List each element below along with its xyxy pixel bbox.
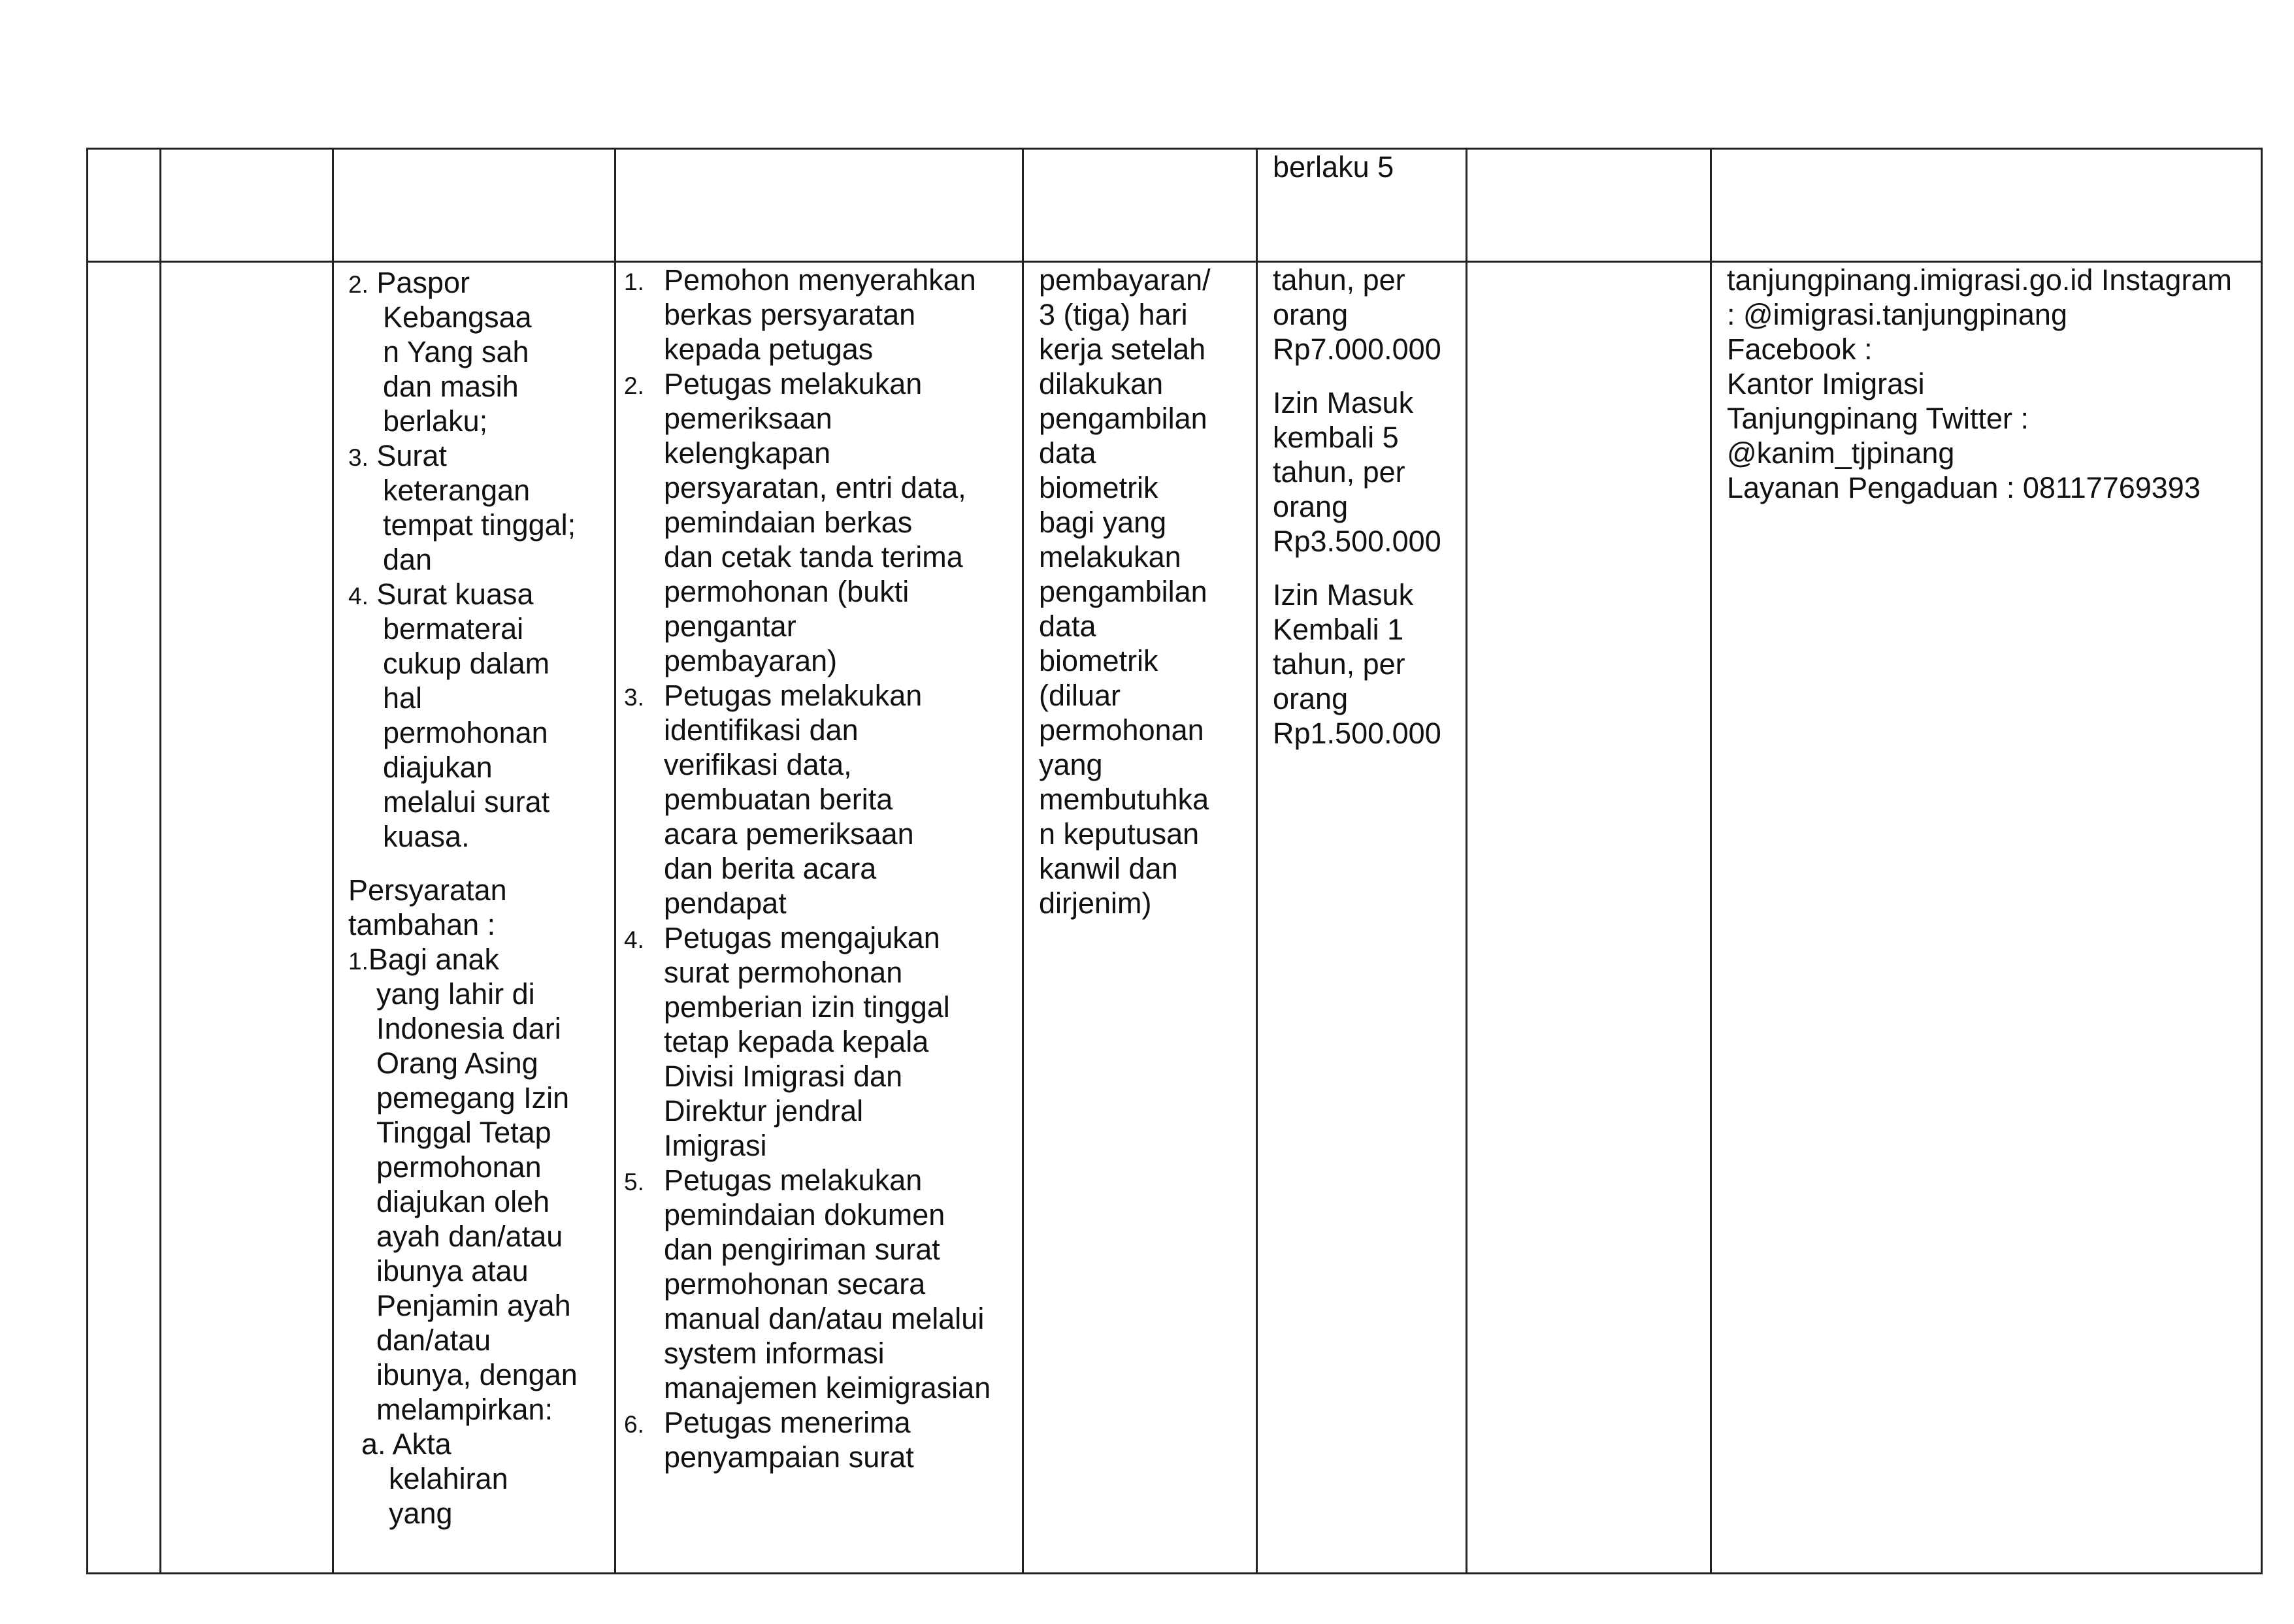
additional-requirements-heading: Persyaratan tambahan :: [348, 873, 507, 941]
contact-facebook-name: Kantor Imigrasi: [1727, 367, 1925, 400]
table-top-border: [86, 148, 2263, 150]
table-column-border: [1022, 148, 1024, 1574]
table-column-border: [1256, 148, 1258, 1574]
cell-line: berlaku 5: [1273, 150, 1394, 184]
contact-website-instagram: tanjungpinang.imigrasi.go.id Instagram: [1727, 263, 2232, 297]
list-number: 4.: [348, 583, 369, 609]
cell-requirements: [348, 265, 578, 1531]
list-number: 5.: [624, 1169, 644, 1195]
additional-requirement-item: 1.Bagi anak yang lahir di Indonesia dari Orang Asing pemegang Izin Tinggal Tetap permohonan diajukan oleh ayah dan/atau ibunya atau Penjamin ayah dan/atau ibunya, dengan melampirkan:: [348, 943, 578, 1426]
procedure-step: 3. Petugas melakukan identifikasi dan verifikasi data, pembuatan berita acara pemeriksaan dan berita acara pendapat: [624, 679, 923, 920]
list-number: 6.: [624, 1411, 644, 1438]
cell-validity-continued: [1273, 150, 1394, 184]
table-column-border: [1466, 148, 1467, 1574]
list-number: 2.: [348, 271, 369, 298]
table-bottom-border: [86, 1572, 2263, 1574]
contact-instagram-handle: : @imigrasi.tanjungpinang: [1727, 298, 2067, 331]
cell-service-time: pembayaran/ 3 (tiga) hari kerja setelah dilakukan pengambilan data biometrik bagi yang melakukan pengambilan data biometrik (diluar permohonan yang membutuhka n keputusan kanwil dan dirjenim): [1039, 263, 1211, 920]
list-number: 3.: [624, 684, 644, 711]
requirement-item: 4. Surat kuasa bermaterai cukup dalam hal permohonan diajukan melalui surat kuasa.: [348, 577, 550, 853]
procedure-step: 4. Petugas mengajukan surat permohonan pemberian izin tinggal tetap kepada kepala Divisi Imigrasi dan Direktur jendral Imigrasi: [624, 921, 950, 1162]
cell-fees: [1273, 263, 1441, 751]
fee-group: Izin Masuk kembali 5 tahun, per orang Rp3.500.000: [1273, 386, 1441, 558]
list-number: 1.: [624, 268, 644, 295]
contact-complaint-service: Layanan Pengaduan : 08117769393: [1727, 471, 2201, 504]
contact-twitter: Tanjungpinang Twitter :: [1727, 402, 2029, 435]
table-column-border: [332, 148, 334, 1574]
fee-group: tahun, per orang Rp7.000.000: [1273, 263, 1441, 366]
table-column-border: [159, 148, 161, 1574]
cell-procedure: [624, 263, 991, 1474]
procedure-step: 6. Petugas menerima penyampaian surat: [624, 1406, 914, 1474]
procedure-step: 1. Pemohon menyerahkan berkas persyaratan kepada petugas: [624, 263, 976, 366]
sub-requirement-item: a. Akta kelahiran yang: [361, 1427, 508, 1530]
cell-contact: [1727, 263, 2232, 505]
table-column-border: [2261, 148, 2263, 1574]
table-column-border: [614, 148, 616, 1574]
list-letter: a.: [361, 1427, 386, 1461]
list-number: 3.: [348, 444, 369, 471]
list-number: 2.: [624, 372, 644, 399]
fee-group: Izin Masuk Kembali 1 tahun, per orang Rp1.500.000: [1273, 578, 1441, 750]
requirement-item: 3. Surat keterangan tempat tinggal; dan: [348, 439, 576, 576]
contact-facebook: Facebook :: [1727, 333, 1873, 366]
table-column-border: [86, 148, 88, 1574]
requirement-item: 2. Paspor Kebangsaa n Yang sah dan masih berlaku;: [348, 266, 532, 438]
procedure-step: 2. Petugas melakukan pemeriksaan kelengkapan persyaratan, entri data, pemindaian berkas dan cetak tanda terima permohonan (bukti pengantar pembayaran): [624, 367, 966, 677]
list-number: 1.: [348, 948, 369, 975]
contact-twitter-handle: @kanim_tjpinang: [1727, 436, 1955, 470]
table-column-border: [1710, 148, 1712, 1574]
procedure-step: 5. Petugas melakukan pemindaian dokumen dan pengiriman surat permohonan secara manual dan/atau melalui system informasi manajemen keimigrasian: [624, 1163, 991, 1405]
list-number: 4.: [624, 926, 644, 953]
